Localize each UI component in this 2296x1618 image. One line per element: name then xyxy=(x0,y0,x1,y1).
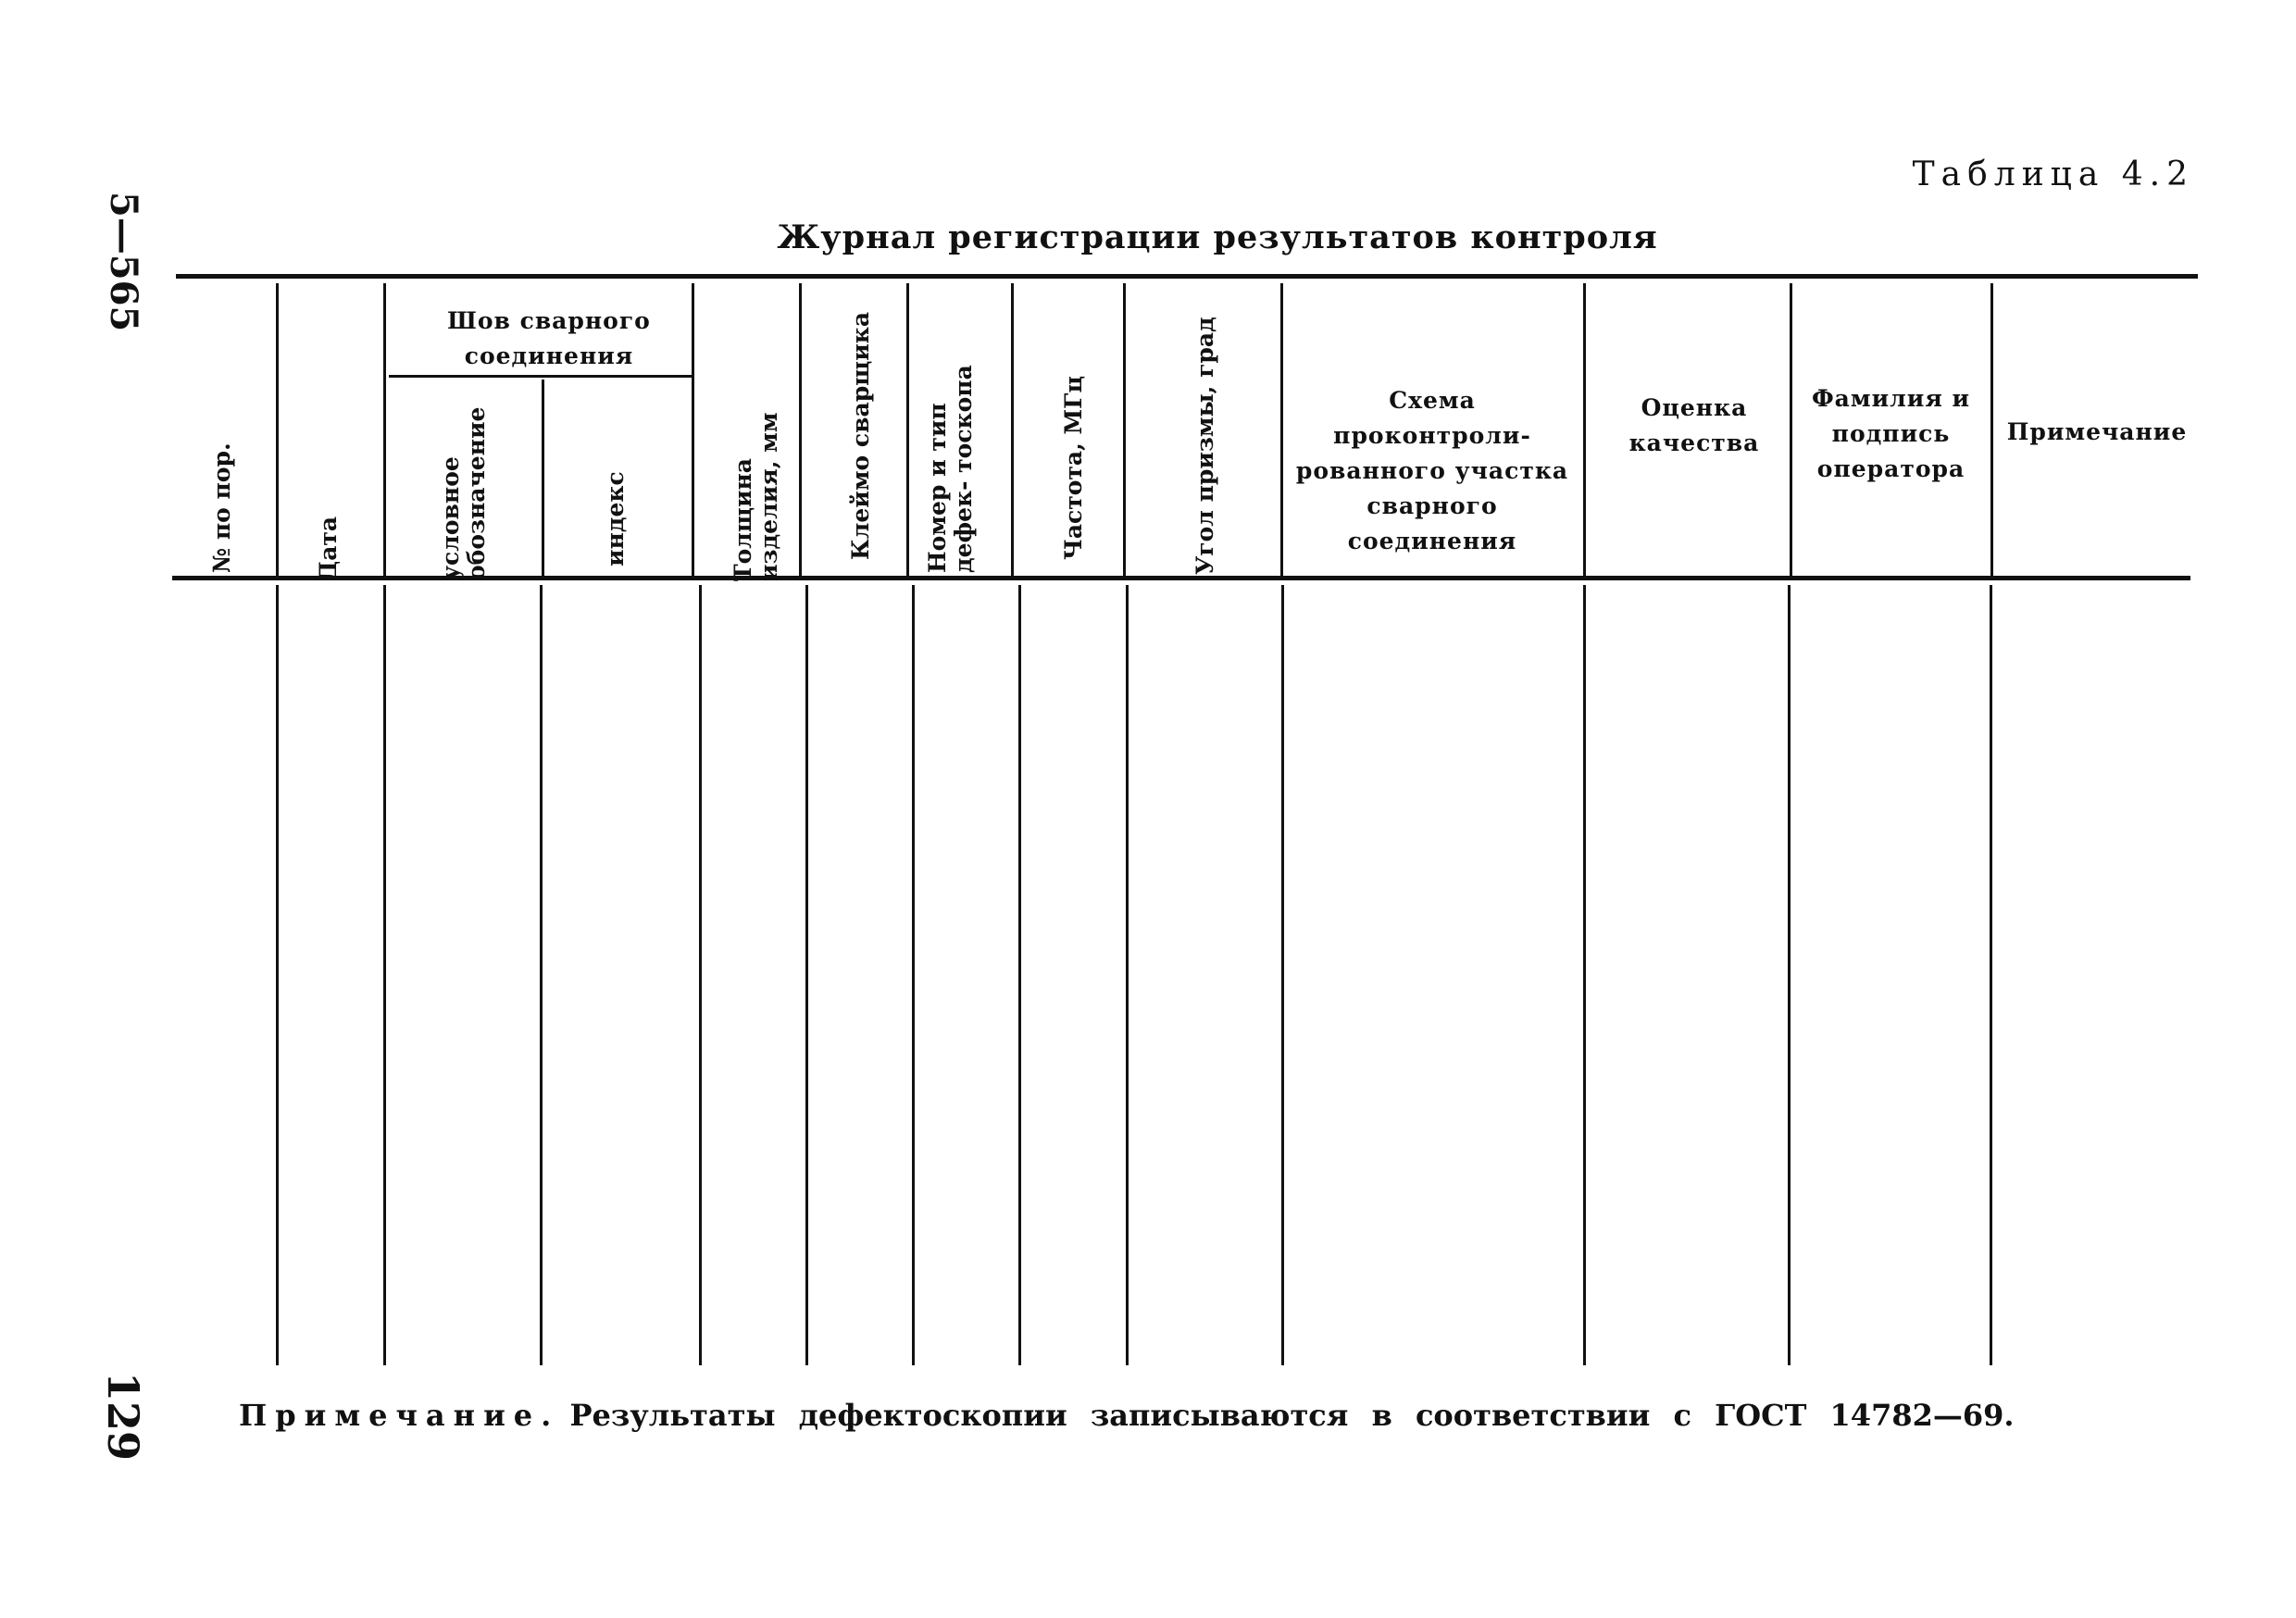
table-top-rule xyxy=(176,274,2198,279)
header-divider xyxy=(799,283,802,576)
header-detector: Номер и тип дефек- тоскопа xyxy=(924,365,977,573)
body-divider xyxy=(1990,585,1992,1365)
body-divider xyxy=(912,585,915,1365)
header-divider xyxy=(1123,283,1126,576)
body-divider xyxy=(1018,585,1021,1365)
page-number: 129 xyxy=(98,1371,148,1462)
journal-title: Журнал регистрации результатов контроля xyxy=(777,218,1658,256)
body-divider xyxy=(805,585,808,1365)
body-divider xyxy=(699,585,702,1365)
header-divider xyxy=(1790,283,1792,576)
header-num: № по пор. xyxy=(208,442,235,573)
header-seam-group: Шов сварного соединения xyxy=(447,307,651,369)
header-welder-mark: Клеймо сварщика xyxy=(847,311,874,560)
body-divider xyxy=(383,585,386,1365)
header-frequency: Частота, МГц xyxy=(1060,376,1087,560)
body-divider xyxy=(1788,585,1791,1365)
header-divider xyxy=(1280,283,1283,576)
header-remark: Примечание xyxy=(2006,418,2188,445)
body-divider xyxy=(540,585,543,1365)
side-code-label: 5—565 xyxy=(102,192,145,332)
header-date: Дата xyxy=(315,516,342,581)
footnote-label: Примечание. xyxy=(239,1398,560,1433)
body-divider xyxy=(1126,585,1129,1365)
body-divider xyxy=(1281,585,1284,1365)
header-divider xyxy=(383,283,386,576)
header-divider xyxy=(1011,283,1014,576)
seam-group-rule xyxy=(389,375,694,378)
header-divider xyxy=(276,283,279,576)
header-divider xyxy=(692,283,694,576)
header-seam-index: индекс xyxy=(602,471,629,566)
header-scheme: Схема проконтроли- рованного участка сварного соединения xyxy=(1295,387,1569,554)
header-seam-designation: условное обозначение xyxy=(437,406,490,580)
header-thickness: Толщина изделия, мм xyxy=(730,412,782,581)
body-divider xyxy=(276,585,279,1365)
header-prism-angle: Угол призмы, град xyxy=(1192,317,1218,575)
header-divider xyxy=(1990,283,1993,576)
header-divider xyxy=(542,380,544,576)
footnote xyxy=(239,1398,2015,1433)
table-label: Таблица 4.2 xyxy=(1912,156,2194,193)
header-divider xyxy=(1583,283,1586,576)
header-divider xyxy=(906,283,909,576)
body-divider xyxy=(1583,585,1586,1365)
header-quality: Оценка качества xyxy=(1628,394,1760,456)
header-operator: Фамилия и подпись оператора xyxy=(1811,385,1971,482)
footnote-text: Результаты дефектоскопии записываются в соответствии с ГОСТ 14782—69. xyxy=(569,1398,2015,1433)
